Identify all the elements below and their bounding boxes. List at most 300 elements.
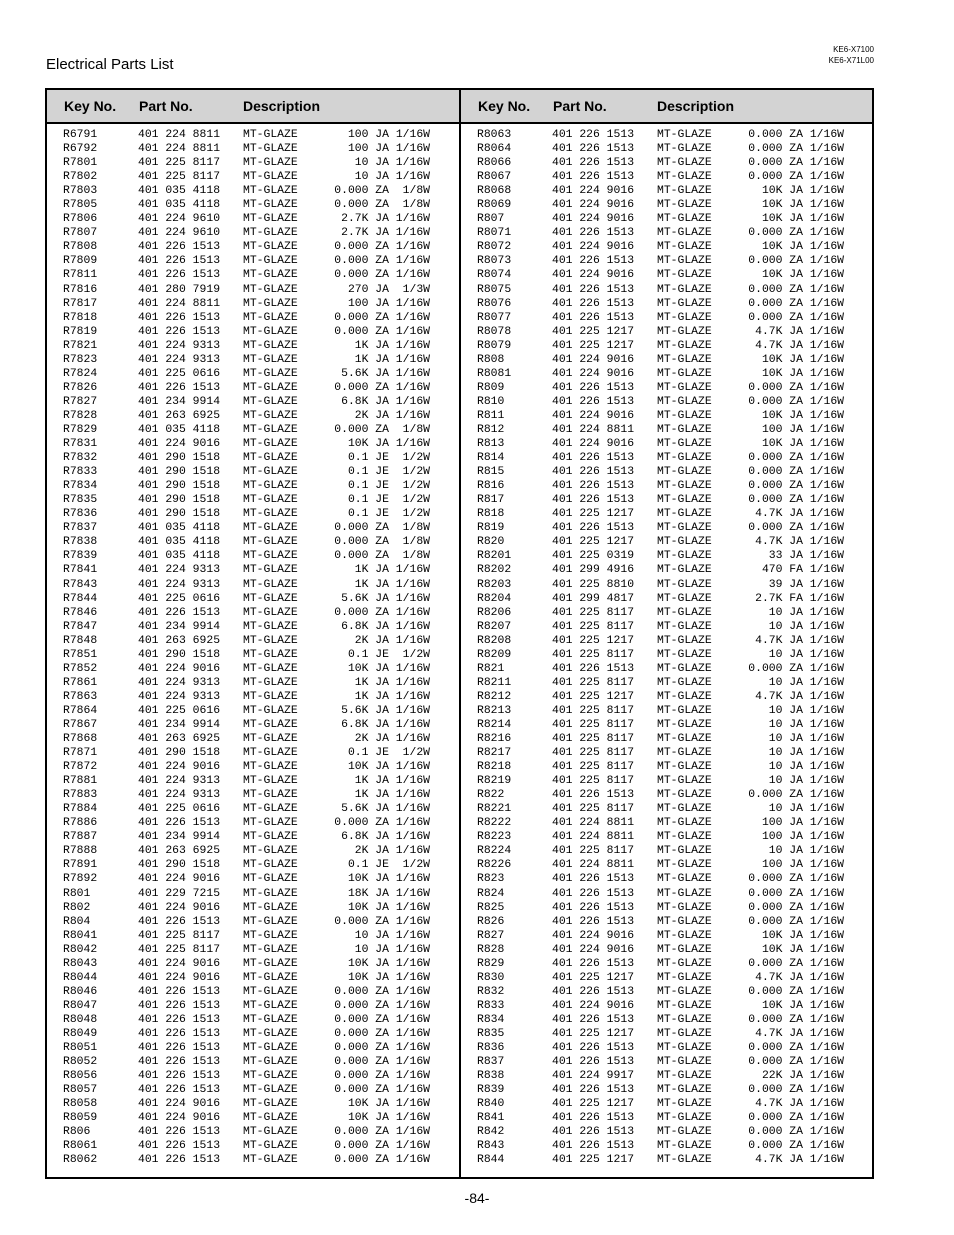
- description: MT-GLAZE: [243, 873, 298, 886]
- value: 10K JA 1/16W: [761, 367, 844, 380]
- part-no: 401 224 8811: [552, 817, 635, 830]
- part-no: 401 226 1513: [138, 1013, 221, 1026]
- value: 10 JA 1/16W: [354, 157, 430, 170]
- key-no: R8207: [477, 620, 512, 633]
- value: 0.000 ZA 1/16W: [334, 1070, 430, 1083]
- value: 0.000 ZA 1/16W: [748, 901, 844, 914]
- key-no: R8046: [63, 985, 98, 998]
- key-no: R8061: [63, 1140, 98, 1153]
- description: MT-GLAZE: [243, 971, 298, 984]
- description: MT-GLAZE: [243, 283, 298, 296]
- key-no: R8069: [477, 199, 512, 212]
- part-no: 401 225 1217: [552, 1098, 635, 1111]
- part-no: 401 290 1518: [138, 466, 221, 479]
- part-no: 401 035 4118: [138, 550, 221, 563]
- part-no: 401 226 1513: [138, 269, 221, 282]
- value: 270 JA 1/3W: [347, 283, 430, 296]
- part-no: 401 226 1513: [138, 606, 221, 619]
- value: 470 FA 1/16W: [761, 564, 844, 577]
- value: 10K JA 1/16W: [347, 971, 430, 984]
- key-no: R7852: [63, 662, 98, 675]
- key-no: R806: [63, 1126, 91, 1139]
- key-no: R8216: [477, 733, 512, 746]
- key-no: R8078: [477, 325, 512, 338]
- description: MT-GLAZE: [657, 241, 712, 254]
- value: 10K JA 1/16W: [347, 438, 430, 451]
- description: MT-GLAZE: [657, 171, 712, 184]
- key-no: R7884: [63, 803, 98, 816]
- description: MT-GLAZE: [243, 901, 298, 914]
- key-no: R8209: [477, 648, 512, 661]
- value: 10 JA 1/16W: [768, 761, 844, 774]
- col-header-part-no: Part No.: [139, 98, 193, 114]
- key-no: R8044: [63, 971, 98, 984]
- description: MT-GLAZE: [657, 353, 712, 366]
- value: 0.000 ZA 1/16W: [334, 241, 430, 254]
- description: MT-GLAZE: [243, 1112, 298, 1125]
- value: 10 JA 1/16W: [354, 943, 430, 956]
- key-no: R812: [477, 423, 505, 436]
- key-no: R8223: [477, 831, 512, 844]
- key-no: R8049: [63, 1028, 98, 1040]
- description: MT-GLAZE: [243, 718, 298, 731]
- part-no: 401 226 1513: [552, 901, 635, 914]
- description: MT-GLAZE: [243, 985, 298, 998]
- description: MT-GLAZE: [657, 213, 712, 226]
- key-no: R8074: [477, 269, 512, 282]
- value: 0.000 ZA 1/16W: [334, 311, 430, 324]
- value: 0.000 ZA 1/8W: [334, 522, 430, 535]
- key-no: R7871: [63, 747, 98, 760]
- part-no: 401 234 9914: [138, 718, 221, 731]
- description: MT-GLAZE: [657, 199, 712, 212]
- key-no: R834: [477, 1013, 505, 1026]
- value: 0.000 ZA 1/16W: [748, 873, 844, 886]
- description: MT-GLAZE: [243, 480, 298, 493]
- value: 10K JA 1/16W: [761, 409, 844, 422]
- part-no: 401 225 1217: [552, 508, 635, 521]
- key-no: R8076: [477, 297, 512, 310]
- description: MT-GLAZE: [657, 592, 712, 605]
- description: MT-GLAZE: [657, 1042, 712, 1055]
- key-no: R7891: [63, 859, 98, 872]
- description: MT-GLAZE: [657, 929, 712, 942]
- key-no: R828: [477, 943, 505, 956]
- description: MT-GLAZE: [657, 901, 712, 914]
- value: 10K JA 1/16W: [347, 1098, 430, 1111]
- key-no: R8047: [63, 999, 98, 1012]
- description: MT-GLAZE: [657, 1028, 712, 1040]
- key-no: R8081: [477, 367, 512, 380]
- part-no: 401 290 1518: [138, 452, 221, 465]
- part-no: 401 225 1217: [552, 339, 635, 352]
- description: MT-GLAZE: [243, 409, 298, 422]
- value: 100 JA 1/16W: [347, 129, 430, 141]
- key-no: R8213: [477, 704, 512, 717]
- description: MT-GLAZE: [657, 718, 712, 731]
- value: 4.7K JA 1/16W: [755, 325, 844, 338]
- description: MT-GLAZE: [657, 985, 712, 998]
- part-no: 401 224 9016: [552, 929, 635, 942]
- value: 0.000 ZA 1/16W: [748, 1042, 844, 1055]
- part-no: 401 226 1513: [552, 957, 635, 970]
- description: MT-GLAZE: [243, 887, 298, 900]
- value: 10 JA 1/16W: [768, 620, 844, 633]
- value: 0.000 ZA 1/8W: [334, 536, 430, 549]
- key-no: R838: [477, 1070, 505, 1083]
- value: 0.000 ZA 1/16W: [334, 325, 430, 338]
- part-no: 401 225 8117: [138, 171, 221, 184]
- part-no: 401 224 9016: [138, 1112, 221, 1125]
- description: MT-GLAZE: [657, 283, 712, 296]
- part-no: 401 224 9016: [138, 901, 221, 914]
- key-no: R819: [477, 522, 505, 535]
- part-no: 401 299 4817: [552, 592, 635, 605]
- value: 0.000 ZA 1/16W: [334, 1056, 430, 1069]
- key-no: R7802: [63, 171, 98, 184]
- description: MT-GLAZE: [657, 704, 712, 717]
- key-no: R7832: [63, 452, 98, 465]
- description: MT-GLAZE: [657, 255, 712, 268]
- description: MT-GLAZE: [243, 578, 298, 591]
- key-no: R8066: [477, 157, 512, 170]
- value: 10K JA 1/16W: [761, 199, 844, 212]
- part-no: 401 224 9016: [552, 269, 635, 282]
- key-no: R7801: [63, 157, 98, 170]
- value: 0.000 ZA 1/16W: [748, 227, 844, 240]
- key-no: R7811: [63, 269, 98, 282]
- value: 0.000 ZA 1/16W: [748, 171, 844, 184]
- value: 0.000 ZA 1/16W: [748, 887, 844, 900]
- value: 0.000 ZA 1/16W: [334, 915, 430, 928]
- description: MT-GLAZE: [657, 129, 712, 141]
- part-no: 401 224 9016: [552, 409, 635, 422]
- key-no: R7821: [63, 339, 98, 352]
- key-no: R804: [63, 915, 91, 928]
- page-number: -84-: [464, 1190, 490, 1206]
- part-no: 401 263 6925: [138, 409, 221, 422]
- description: MT-GLAZE: [243, 1098, 298, 1111]
- value: 0.000 ZA 1/16W: [334, 269, 430, 282]
- part-no: 401 226 1513: [138, 915, 221, 928]
- value: 10 JA 1/16W: [354, 171, 430, 184]
- part-no: 401 226 1513: [552, 395, 635, 408]
- value: 1K JA 1/16W: [354, 690, 430, 703]
- part-no: 401 226 1513: [552, 887, 635, 900]
- value: 4.7K JA 1/16W: [755, 508, 844, 521]
- description: MT-GLAZE: [243, 1042, 298, 1055]
- description: MT-GLAZE: [657, 480, 712, 493]
- description: MT-GLAZE: [657, 494, 712, 507]
- key-no: R7836: [63, 508, 98, 521]
- part-no: 401 224 9016: [552, 999, 635, 1012]
- description: MT-GLAZE: [243, 213, 298, 226]
- part-no: 401 226 1513: [552, 873, 635, 886]
- description: MT-GLAZE: [657, 943, 712, 956]
- part-no: 401 224 9313: [138, 564, 221, 577]
- part-no: 401 224 9016: [138, 873, 221, 886]
- part-no: 401 225 8117: [552, 718, 635, 731]
- key-no: R817: [477, 494, 505, 507]
- value: 100 JA 1/16W: [761, 859, 844, 872]
- description: MT-GLAZE: [657, 395, 712, 408]
- key-no: R8201: [477, 550, 512, 563]
- key-no: R6791: [63, 129, 98, 141]
- value: 6.8K JA 1/16W: [341, 718, 430, 731]
- value: 0.000 ZA 1/16W: [748, 789, 844, 802]
- description: MT-GLAZE: [657, 311, 712, 324]
- description: MT-GLAZE: [657, 1112, 712, 1125]
- part-no: 401 226 1513: [138, 1126, 221, 1139]
- value: 2.7K JA 1/16W: [341, 227, 430, 240]
- key-no: R7847: [63, 620, 98, 633]
- part-no: 401 225 8117: [552, 620, 635, 633]
- part-no: 401 224 9016: [138, 662, 221, 675]
- description: MT-GLAZE: [657, 690, 712, 703]
- value: 10 JA 1/16W: [768, 733, 844, 746]
- key-no: R8056: [63, 1070, 98, 1083]
- value: 0.1 JE 1/2W: [347, 452, 430, 465]
- key-no: R7805: [63, 199, 98, 212]
- part-no: 401 226 1513: [552, 157, 635, 170]
- value: 0.1 JE 1/2W: [347, 648, 430, 661]
- key-no: R7851: [63, 648, 98, 661]
- description: MT-GLAZE: [243, 775, 298, 788]
- value: 0.000 ZA 1/16W: [748, 466, 844, 479]
- value: 22K JA 1/16W: [761, 1070, 844, 1083]
- part-no: 401 226 1513: [552, 1084, 635, 1097]
- value: 0.000 ZA 1/16W: [748, 283, 844, 296]
- description: MT-GLAZE: [243, 929, 298, 942]
- description: MT-GLAZE: [657, 606, 712, 619]
- part-no: 401 226 1513: [138, 311, 221, 324]
- description: MT-GLAZE: [657, 733, 712, 746]
- description: MT-GLAZE: [243, 1056, 298, 1069]
- part-no: 401 226 1513: [552, 1126, 635, 1139]
- value: 6.8K JA 1/16W: [341, 620, 430, 633]
- value: 4.7K JA 1/16W: [755, 634, 844, 647]
- key-no: R7863: [63, 690, 98, 703]
- key-no: R7838: [63, 536, 98, 549]
- part-no: 401 225 8117: [552, 704, 635, 717]
- part-no: 401 224 9016: [552, 213, 635, 226]
- part-no: 401 234 9914: [138, 395, 221, 408]
- key-no: R818: [477, 508, 505, 521]
- part-no: 401 226 1513: [552, 1056, 635, 1069]
- description: MT-GLAZE: [243, 592, 298, 605]
- key-no: R8067: [477, 171, 512, 184]
- description: MT-GLAZE: [243, 1126, 298, 1139]
- part-no: 401 290 1518: [138, 747, 221, 760]
- description: MT-GLAZE: [243, 1028, 298, 1040]
- value: 10K JA 1/16W: [347, 957, 430, 970]
- part-no: 401 226 1513: [552, 494, 635, 507]
- value: 2K JA 1/16W: [354, 409, 430, 422]
- description: MT-GLAZE: [243, 269, 298, 282]
- description: MT-GLAZE: [243, 761, 298, 774]
- description: MT-GLAZE: [243, 171, 298, 184]
- part-no: 401 224 9016: [138, 957, 221, 970]
- description: MT-GLAZE: [657, 999, 712, 1012]
- model-number: KE6-X7100: [833, 45, 874, 54]
- key-no: R835: [477, 1028, 505, 1040]
- key-no: R8051: [63, 1042, 98, 1055]
- description: MT-GLAZE: [243, 550, 298, 563]
- key-no: R841: [477, 1112, 505, 1125]
- value: 0.000 ZA 1/16W: [748, 452, 844, 465]
- value: 10K JA 1/16W: [347, 873, 430, 886]
- description: MT-GLAZE: [657, 873, 712, 886]
- description: MT-GLAZE: [243, 943, 298, 956]
- description: MT-GLAZE: [657, 971, 712, 984]
- key-no: R7872: [63, 761, 98, 774]
- key-no: R7881: [63, 775, 98, 788]
- part-no: 401 225 8117: [552, 747, 635, 760]
- part-no: 401 224 9016: [552, 367, 635, 380]
- part-no: 401 225 8117: [552, 775, 635, 788]
- part-no: 401 226 1513: [552, 129, 635, 141]
- model-number: KE6-X71L00: [828, 56, 874, 65]
- value: 5.6K JA 1/16W: [341, 704, 430, 717]
- key-no: R7837: [63, 522, 98, 535]
- key-no: R7844: [63, 592, 98, 605]
- value: 1K JA 1/16W: [354, 339, 430, 352]
- description: MT-GLAZE: [657, 789, 712, 802]
- key-no: R8063: [477, 129, 512, 141]
- key-no: R7833: [63, 466, 98, 479]
- key-no: R814: [477, 452, 505, 465]
- part-no: 401 226 1513: [552, 662, 635, 675]
- value: 10K JA 1/16W: [347, 662, 430, 675]
- key-no: R7827: [63, 395, 98, 408]
- part-no: 401 226 1513: [552, 381, 635, 394]
- part-no: 401 226 1513: [552, 143, 635, 156]
- value: 5.6K JA 1/16W: [341, 803, 430, 816]
- description: MT-GLAZE: [243, 564, 298, 577]
- part-no: 401 225 8117: [552, 761, 635, 774]
- description: MT-GLAZE: [243, 747, 298, 760]
- key-no: R6792: [63, 143, 98, 156]
- value: 0.000 ZA 1/8W: [334, 550, 430, 563]
- value: 1K JA 1/16W: [354, 775, 430, 788]
- key-no: R7809: [63, 255, 98, 268]
- value: 100 JA 1/16W: [761, 423, 844, 436]
- description: MT-GLAZE: [243, 733, 298, 746]
- key-no: R842: [477, 1126, 505, 1139]
- part-no: 401 226 1513: [552, 283, 635, 296]
- value: 10K JA 1/16W: [347, 901, 430, 914]
- part-no: 401 224 9610: [138, 213, 221, 226]
- value: 0.000 ZA 1/16W: [334, 1140, 430, 1153]
- key-no: R8071: [477, 227, 512, 240]
- description: MT-GLAZE: [657, 747, 712, 760]
- description: MT-GLAZE: [243, 185, 298, 198]
- description: MT-GLAZE: [243, 508, 298, 521]
- key-no: R7839: [63, 550, 98, 563]
- key-no: R7816: [63, 283, 98, 296]
- part-no: 401 225 0616: [138, 803, 221, 816]
- value: 0.1 JE 1/2W: [347, 747, 430, 760]
- key-no: R827: [477, 929, 505, 942]
- part-no: 401 224 9917: [552, 1070, 635, 1083]
- key-no: R8042: [63, 943, 98, 956]
- value: 10K JA 1/16W: [761, 929, 844, 942]
- description: MT-GLAZE: [657, 648, 712, 661]
- value: 0.1 JE 1/2W: [347, 466, 430, 479]
- value: 4.7K JA 1/16W: [755, 1098, 844, 1111]
- key-no: R8224: [477, 845, 512, 858]
- key-no: R8214: [477, 718, 512, 731]
- part-no: 401 226 1513: [552, 522, 635, 535]
- part-no: 401 263 6925: [138, 634, 221, 647]
- value: 10K JA 1/16W: [761, 943, 844, 956]
- value: 0.000 ZA 1/16W: [748, 494, 844, 507]
- value: 0.000 ZA 1/16W: [334, 1126, 430, 1139]
- part-no: 401 226 1513: [138, 381, 221, 394]
- description: MT-GLAZE: [657, 325, 712, 338]
- key-no: R7824: [63, 367, 98, 380]
- value: 0.000 ZA 1/16W: [748, 957, 844, 970]
- part-no: 401 226 1513: [138, 1070, 221, 1083]
- key-no: R7892: [63, 873, 98, 886]
- description: MT-GLAZE: [243, 297, 298, 310]
- value: 0.000 ZA 1/16W: [748, 1013, 844, 1026]
- part-no: 401 035 4118: [138, 536, 221, 549]
- key-no: R8058: [63, 1098, 98, 1111]
- key-no: R7861: [63, 676, 98, 689]
- value: 10K JA 1/16W: [347, 761, 430, 774]
- part-no: 401 224 8811: [138, 129, 221, 141]
- value: 100 JA 1/16W: [761, 831, 844, 844]
- description: MT-GLAZE: [657, 564, 712, 577]
- value: 0.000 ZA 1/16W: [748, 915, 844, 928]
- value: 18K JA 1/16W: [347, 887, 430, 900]
- part-no: 401 224 8811: [138, 297, 221, 310]
- part-no: 401 225 8117: [552, 676, 635, 689]
- part-no: 401 225 8117: [552, 845, 635, 858]
- part-no: 401 226 1513: [138, 1028, 221, 1040]
- key-no: R8218: [477, 761, 512, 774]
- part-no: 401 226 1513: [552, 452, 635, 465]
- part-no: 401 226 1513: [138, 999, 221, 1012]
- part-no: 401 224 9610: [138, 227, 221, 240]
- part-no: 401 225 8117: [138, 929, 221, 942]
- description: MT-GLAZE: [243, 255, 298, 268]
- description: MT-GLAZE: [657, 1098, 712, 1111]
- value: 0.000 ZA 1/16W: [748, 129, 844, 141]
- value: 10 JA 1/16W: [768, 845, 844, 858]
- column-divider: [459, 90, 461, 1177]
- value: 33 JA 1/16W: [768, 550, 844, 563]
- part-no: 401 225 0616: [138, 367, 221, 380]
- key-no: R7823: [63, 353, 98, 366]
- part-no: 401 226 1513: [552, 1112, 635, 1125]
- value: 2K JA 1/16W: [354, 634, 430, 647]
- value: 10 JA 1/16W: [768, 606, 844, 619]
- value: 10 JA 1/16W: [768, 718, 844, 731]
- value: 10 JA 1/16W: [354, 929, 430, 942]
- part-no: 401 224 9016: [552, 199, 635, 212]
- value: 4.7K JA 1/16W: [755, 339, 844, 352]
- key-no: R8068: [477, 185, 512, 198]
- value: 10 JA 1/16W: [768, 775, 844, 788]
- description: MT-GLAZE: [657, 620, 712, 633]
- description: MT-GLAZE: [657, 367, 712, 380]
- description: MT-GLAZE: [243, 606, 298, 619]
- description: MT-GLAZE: [243, 536, 298, 549]
- part-no: 401 225 8117: [552, 606, 635, 619]
- description: MT-GLAZE: [657, 143, 712, 156]
